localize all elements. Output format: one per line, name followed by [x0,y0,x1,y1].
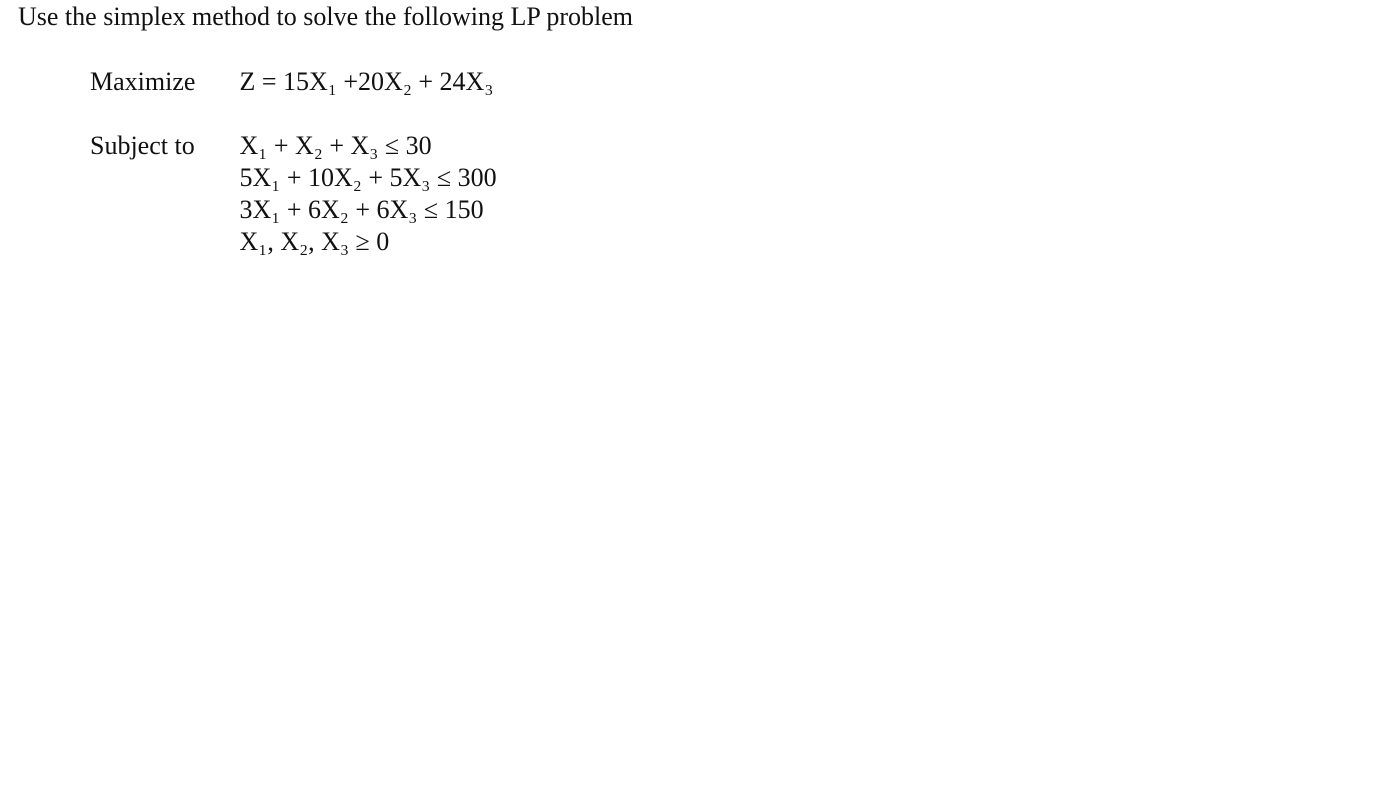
constraint-2: 5X₁ + 10X₂ + 5X₃ ≤ 300 [239,163,497,192]
objective-label: Maximize [90,67,196,96]
constraints-row [90,130,497,258]
objective-expression: Z = 15X₁ +20X₂ + 24X₃ [239,67,494,96]
constraints-list [240,130,497,258]
problem-instruction: Use the simplex method to solve the following LP problem [18,2,634,31]
constraints-label: Subject to [90,131,195,160]
objective-row [90,66,493,98]
objective-expression-block [240,66,494,98]
non-negativity-constraint: X₁, X₂, X₃ ≥ 0 [239,227,390,256]
constraint-3: 3X₁ + 6X₂ + 6X₃ ≤ 150 [239,195,484,224]
constraint-1: X₁ + X₂ + X₃ ≤ 30 [239,131,432,160]
